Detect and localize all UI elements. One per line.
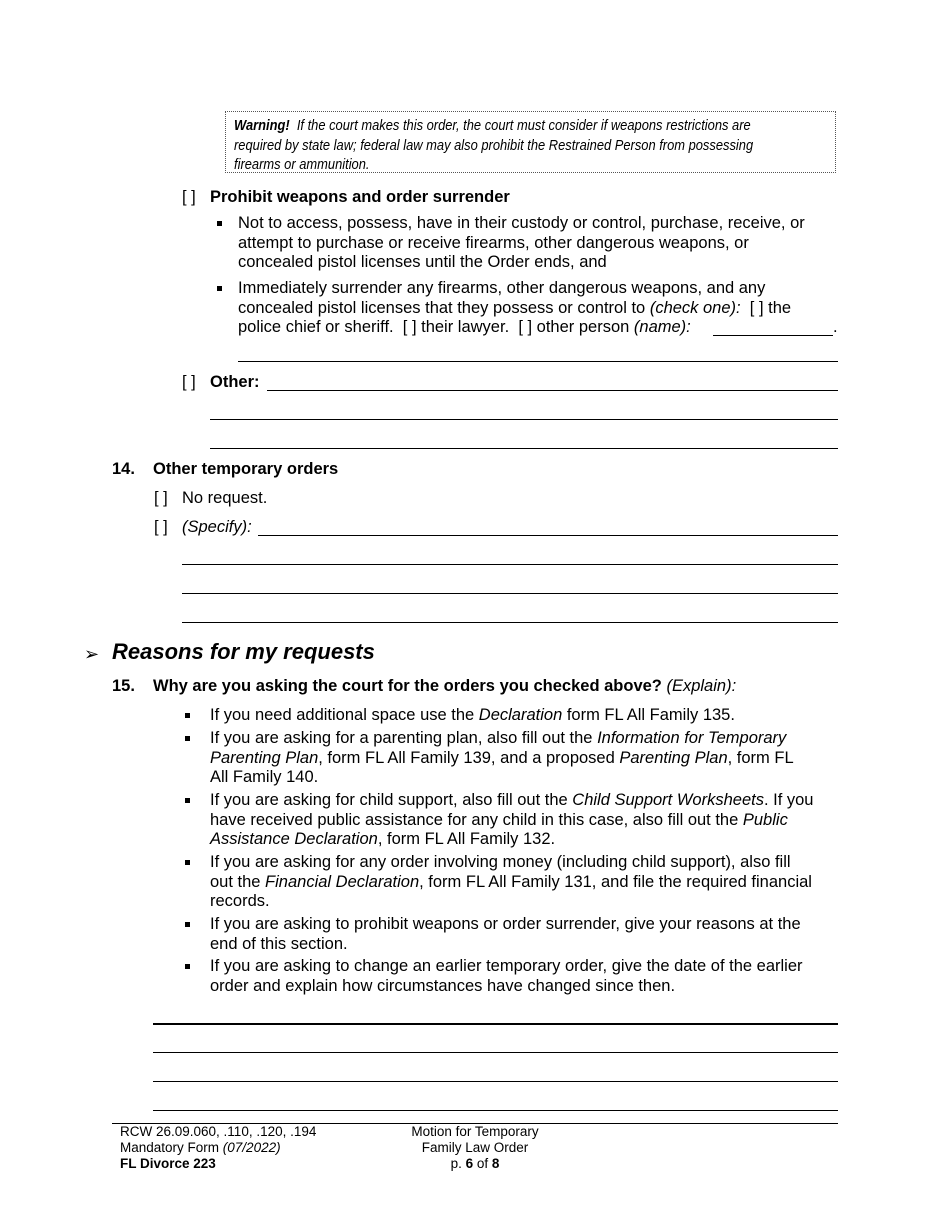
other-field-line-3[interactable] xyxy=(210,448,838,449)
reasons-field-line-4[interactable] xyxy=(153,1110,838,1111)
bullet-marker xyxy=(185,736,190,741)
specify-field-line-3[interactable] xyxy=(182,593,838,594)
bullet-marker xyxy=(185,922,190,927)
section-15-number: 15. xyxy=(112,677,135,695)
no-request-checkbox[interactable]: [ ] xyxy=(154,489,168,507)
no-request-label: No request. xyxy=(182,489,268,507)
footer-mandatory: Mandatory Form (07/2022) xyxy=(120,1140,281,1155)
warning-line-2: required by state law; federal law may also prohibit the Restrained Person from possessing xyxy=(234,136,754,154)
footer-page-number: p. 6 of 8 xyxy=(450,1156,500,1171)
other-label: Other: xyxy=(210,373,260,391)
bullet-marker xyxy=(185,798,190,803)
reason-bullet-3: If you are asking for child support, also fill out the Child Support Worksheets. If you have received public assistance for any child in this case, also fill out the Public Assistance Declaration, form FL All Family 132. xyxy=(210,791,814,848)
reasons-field-line-3[interactable] xyxy=(153,1081,838,1082)
weapons-bullet-2: Immediately surrender any firearms, other dangerous weapons, and any concealed pistol licenses that they possess or control to (check one): [ ] the police chief or sheriff. [ ] their lawyer. [ ] other person (name): xyxy=(238,279,792,336)
footer-left xyxy=(120,1124,316,1172)
footer-form-id: FL Divorce 223 xyxy=(120,1156,216,1171)
reasons-field-line-1[interactable] xyxy=(153,1023,838,1025)
reason-bullet-2: If you are asking for a parenting plan, also fill out the Information for Temporary Parenting Plan, form FL All Family 139, and a proposed Parenting Plan, form FL All Family 140. xyxy=(210,729,794,786)
other-person-name-field-2[interactable] xyxy=(238,361,838,362)
surrender-option-police[interactable]: [ ] the xyxy=(749,298,792,317)
reasons-field-line-2[interactable] xyxy=(153,1052,838,1053)
specify-field-line-4[interactable] xyxy=(182,622,838,623)
footer-center xyxy=(395,1124,555,1172)
arrow-icon: ➢ xyxy=(84,644,100,664)
other-field-line-1[interactable] xyxy=(267,390,838,391)
footer-title-2: Family Law Order xyxy=(421,1140,529,1155)
weapons-title: Prohibit weapons and order surrender xyxy=(210,188,510,206)
footer-rcw: RCW 26.09.060, .110, .120, .194 xyxy=(120,1124,317,1139)
warning-label: Warning! xyxy=(234,117,290,134)
footer-title-1: Motion for Temporary xyxy=(411,1124,539,1139)
reasons-heading: Reasons for my requests xyxy=(112,639,375,664)
bullet-marker xyxy=(217,286,222,291)
warning-box xyxy=(225,111,836,173)
warning-line-3: firearms or ammunition. xyxy=(234,156,370,173)
other-person-name-field[interactable] xyxy=(713,335,833,336)
specify-field-line-1[interactable] xyxy=(258,535,838,536)
bullet-marker xyxy=(217,221,222,226)
bullet-marker xyxy=(185,964,190,969)
bullet-marker xyxy=(185,713,190,718)
warning-line-1: Warning! If the court makes this order, the court must consider if weapons restrictions are xyxy=(234,117,751,134)
reason-bullet-5: If you are asking to prohibit weapons or order surrender, give your reasons at the end of this section. xyxy=(210,915,801,953)
reason-bullet-6: If you are asking to change an earlier temporary order, give the date of the earlier order and explain how circumstances have changed since then. xyxy=(210,957,803,995)
other-field-line-2[interactable] xyxy=(210,419,838,420)
specify-label: (Specify): xyxy=(182,518,252,536)
section-14-title: Other temporary orders xyxy=(153,460,339,478)
section-15-title: Why are you asking the court for the orders you checked above? (Explain): xyxy=(153,677,737,695)
weapons-bullet-1: Not to access, possess, have in their custody or control, purchase, receive, or attempt to purchase or receive firearms, other dangerous weapons, or concealed pistol licenses until the Order ends, and xyxy=(238,214,805,271)
other-checkbox[interactable]: [ ] xyxy=(182,373,196,391)
reason-bullet-1: If you need additional space use the Declaration form FL All Family 135. xyxy=(210,706,735,724)
bullet-marker xyxy=(185,860,190,865)
weapons-checkbox[interactable]: [ ] xyxy=(182,188,196,206)
specify-field-line-2[interactable] xyxy=(182,564,838,565)
reason-bullet-4: If you are asking for any order involving money (including child support), also fill out the Financial Declaration, form FL All Family 131, and file the required financial records. xyxy=(210,853,812,910)
surrender-option-other[interactable]: [ ] other person xyxy=(518,318,630,336)
surrender-option-lawyer[interactable]: [ ] their lawyer. xyxy=(402,318,510,336)
section-14-number: 14. xyxy=(112,460,135,478)
specify-checkbox[interactable]: [ ] xyxy=(154,518,168,536)
